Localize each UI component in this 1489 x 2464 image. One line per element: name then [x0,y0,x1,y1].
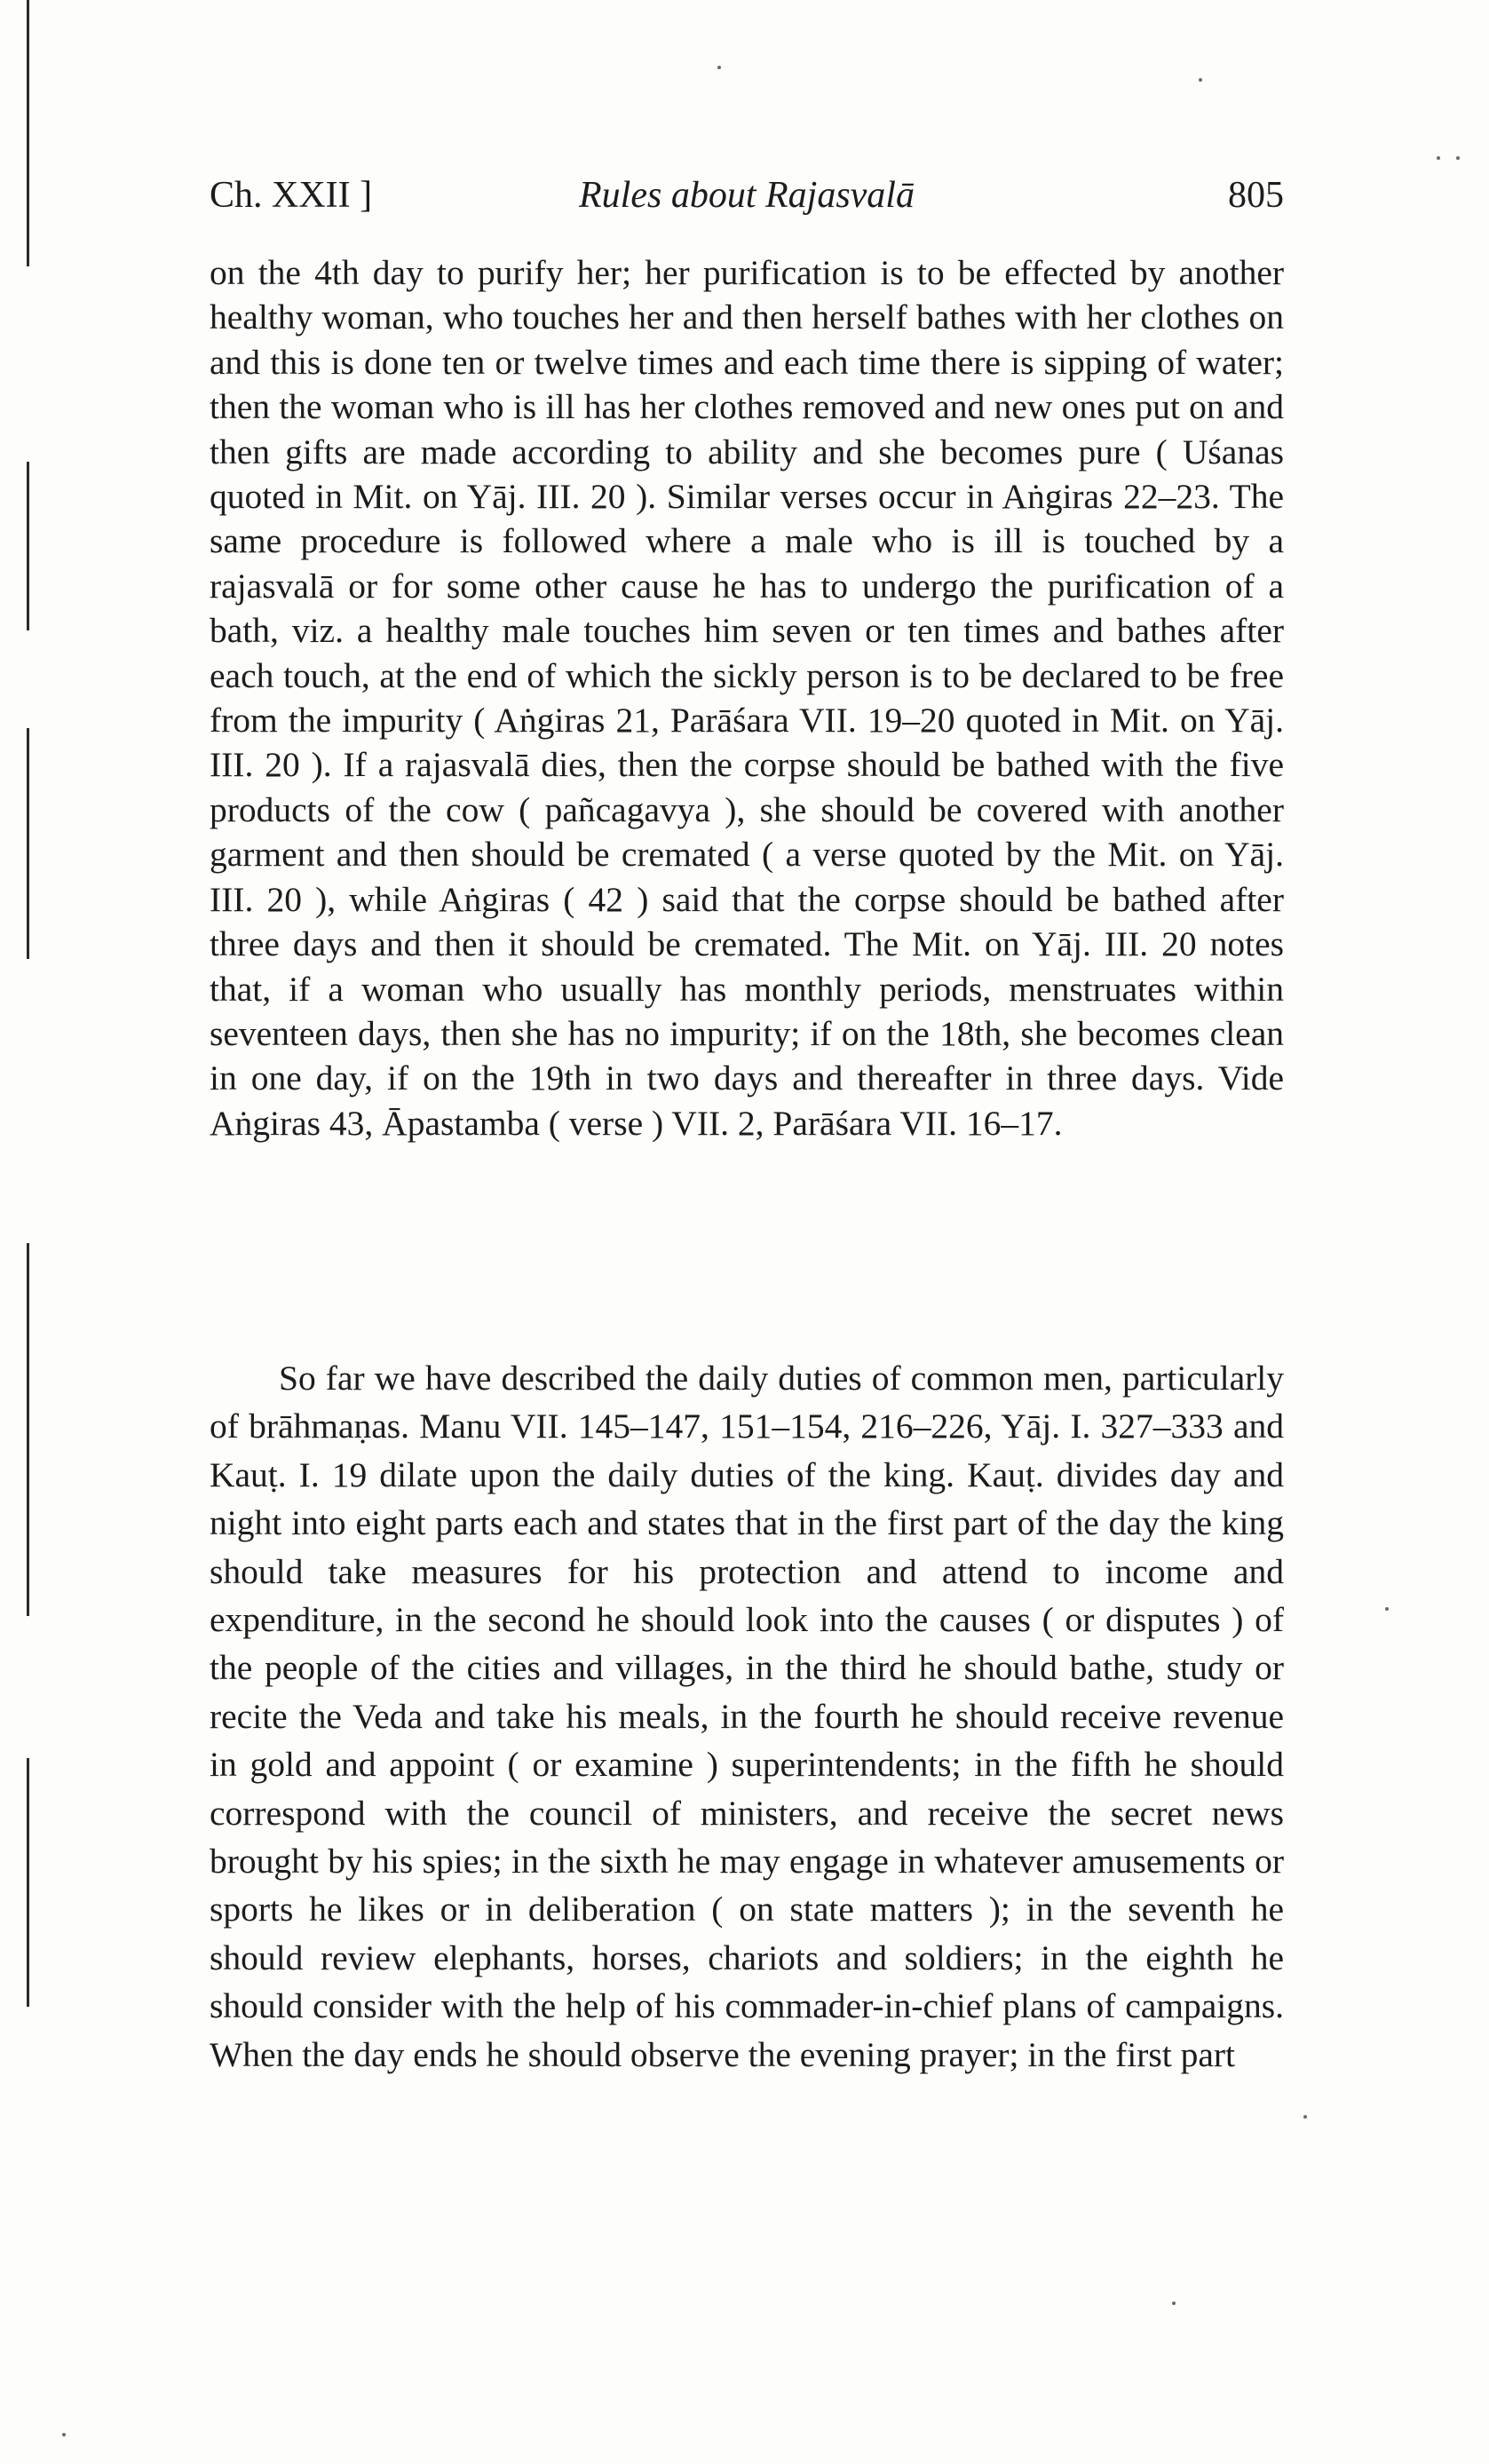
scan-speck [1199,78,1202,82]
running-head [210,169,1284,222]
body-paragraph: So far we have described the daily duties of common men, particularly of brāhmaṇas. Manu VII. 145–147, 151–154, 216–226, Yāj. I. 327–333 and Kauṭ. I. 19 dilate upon the daily duties of the king. Kauṭ. divides day and night into eight parts each and states that in the first part of the day the king should take measures for his protection and attend to income and expenditure, in the second he should look into the causes ( or disputes ) of the people of the cities and villages, in the third he should bathe, study or recite the Veda and take his meals, in the fourth he should receive revenue in gold and appoint ( or examine ) superintendents; in the fifth he should correspond with the council of ministers, and receive the secret news brought by his spies; in the sixth he may engage in whatever amusements or sports he likes or in deliberation ( on state matters ); in the seventh he should review elephants, horses, chariots and soldiers; in the eighth he should consider with the help of his commader-in-chief plans of campaigns. When the day ends he should observe the evening prayer; in the first part [210,1359,1284,2074]
body-paragraph: on the 4th day to purify her; her purification is to be effected by another healthy woman, who touches her and then herself bathes with her clothes on and this is done ten or twelve times and each time there is sipping of water; then the woman who is ill has her clothes removed and new ones put on and then gifts are made according to ability and she becomes pure ( Uśanas quoted in Mit. on Yāj. III. 20 ). Similar verses occur in Aṅgiras 22–23. The same procedure is followed where a male who is ill is touched by a rajasvalā or for some other cause he has to undergo the purification of a bath, viz. a healthy male touches him seven or ten times and bathes after each touch, at the end of which the sickly person is to be declared to be free from the impurity ( Aṅgiras 21, Parāśara VII. 19–20 quoted in Mit. on Yāj. III. 20 ). If a rajasvalā dies, then the corpse should be bathed with the five products of the cow ( pañcagavya ), she should be covered with another garment and then should be cremated ( a verse quoted by the Mit. on Yāj. III. 20 ), while Aṅgiras ( 42 ) said that the corpse should be bathed after three days and then it should be cremated. The Mit. on Yāj. III. 20 notes that, if a woman who usually has monthly periods, menstruates within seventeen days, then she has no impurity; if on the 18th, she becomes clean in one day, if on the 19th in two days and thereafter in three days. Vide Aṅgiras 43, Āpastamba ( verse ) VII. 2, Parāśara VII. 16–17. [210,253,1284,1143]
binding-shadow-line [27,728,29,959]
running-title: Rules about Rajasvalā [579,175,915,216]
binding-shadow-line [27,1243,29,1616]
page-number: 805 [1228,175,1284,216]
scan-speck [62,2433,66,2436]
scan-speck [1456,156,1460,160]
binding-shadow-line [27,0,29,266]
scan-speck [1172,2302,1176,2305]
scan-speck [1437,156,1440,160]
chapter-label: Ch. XXII ] [210,175,373,216]
scan-speck [1385,1607,1389,1611]
binding-shadow-line [27,462,29,630]
scan-speck [1303,2115,1307,2119]
binding-shadow-line [27,1758,29,2007]
scan-speck [717,66,721,69]
